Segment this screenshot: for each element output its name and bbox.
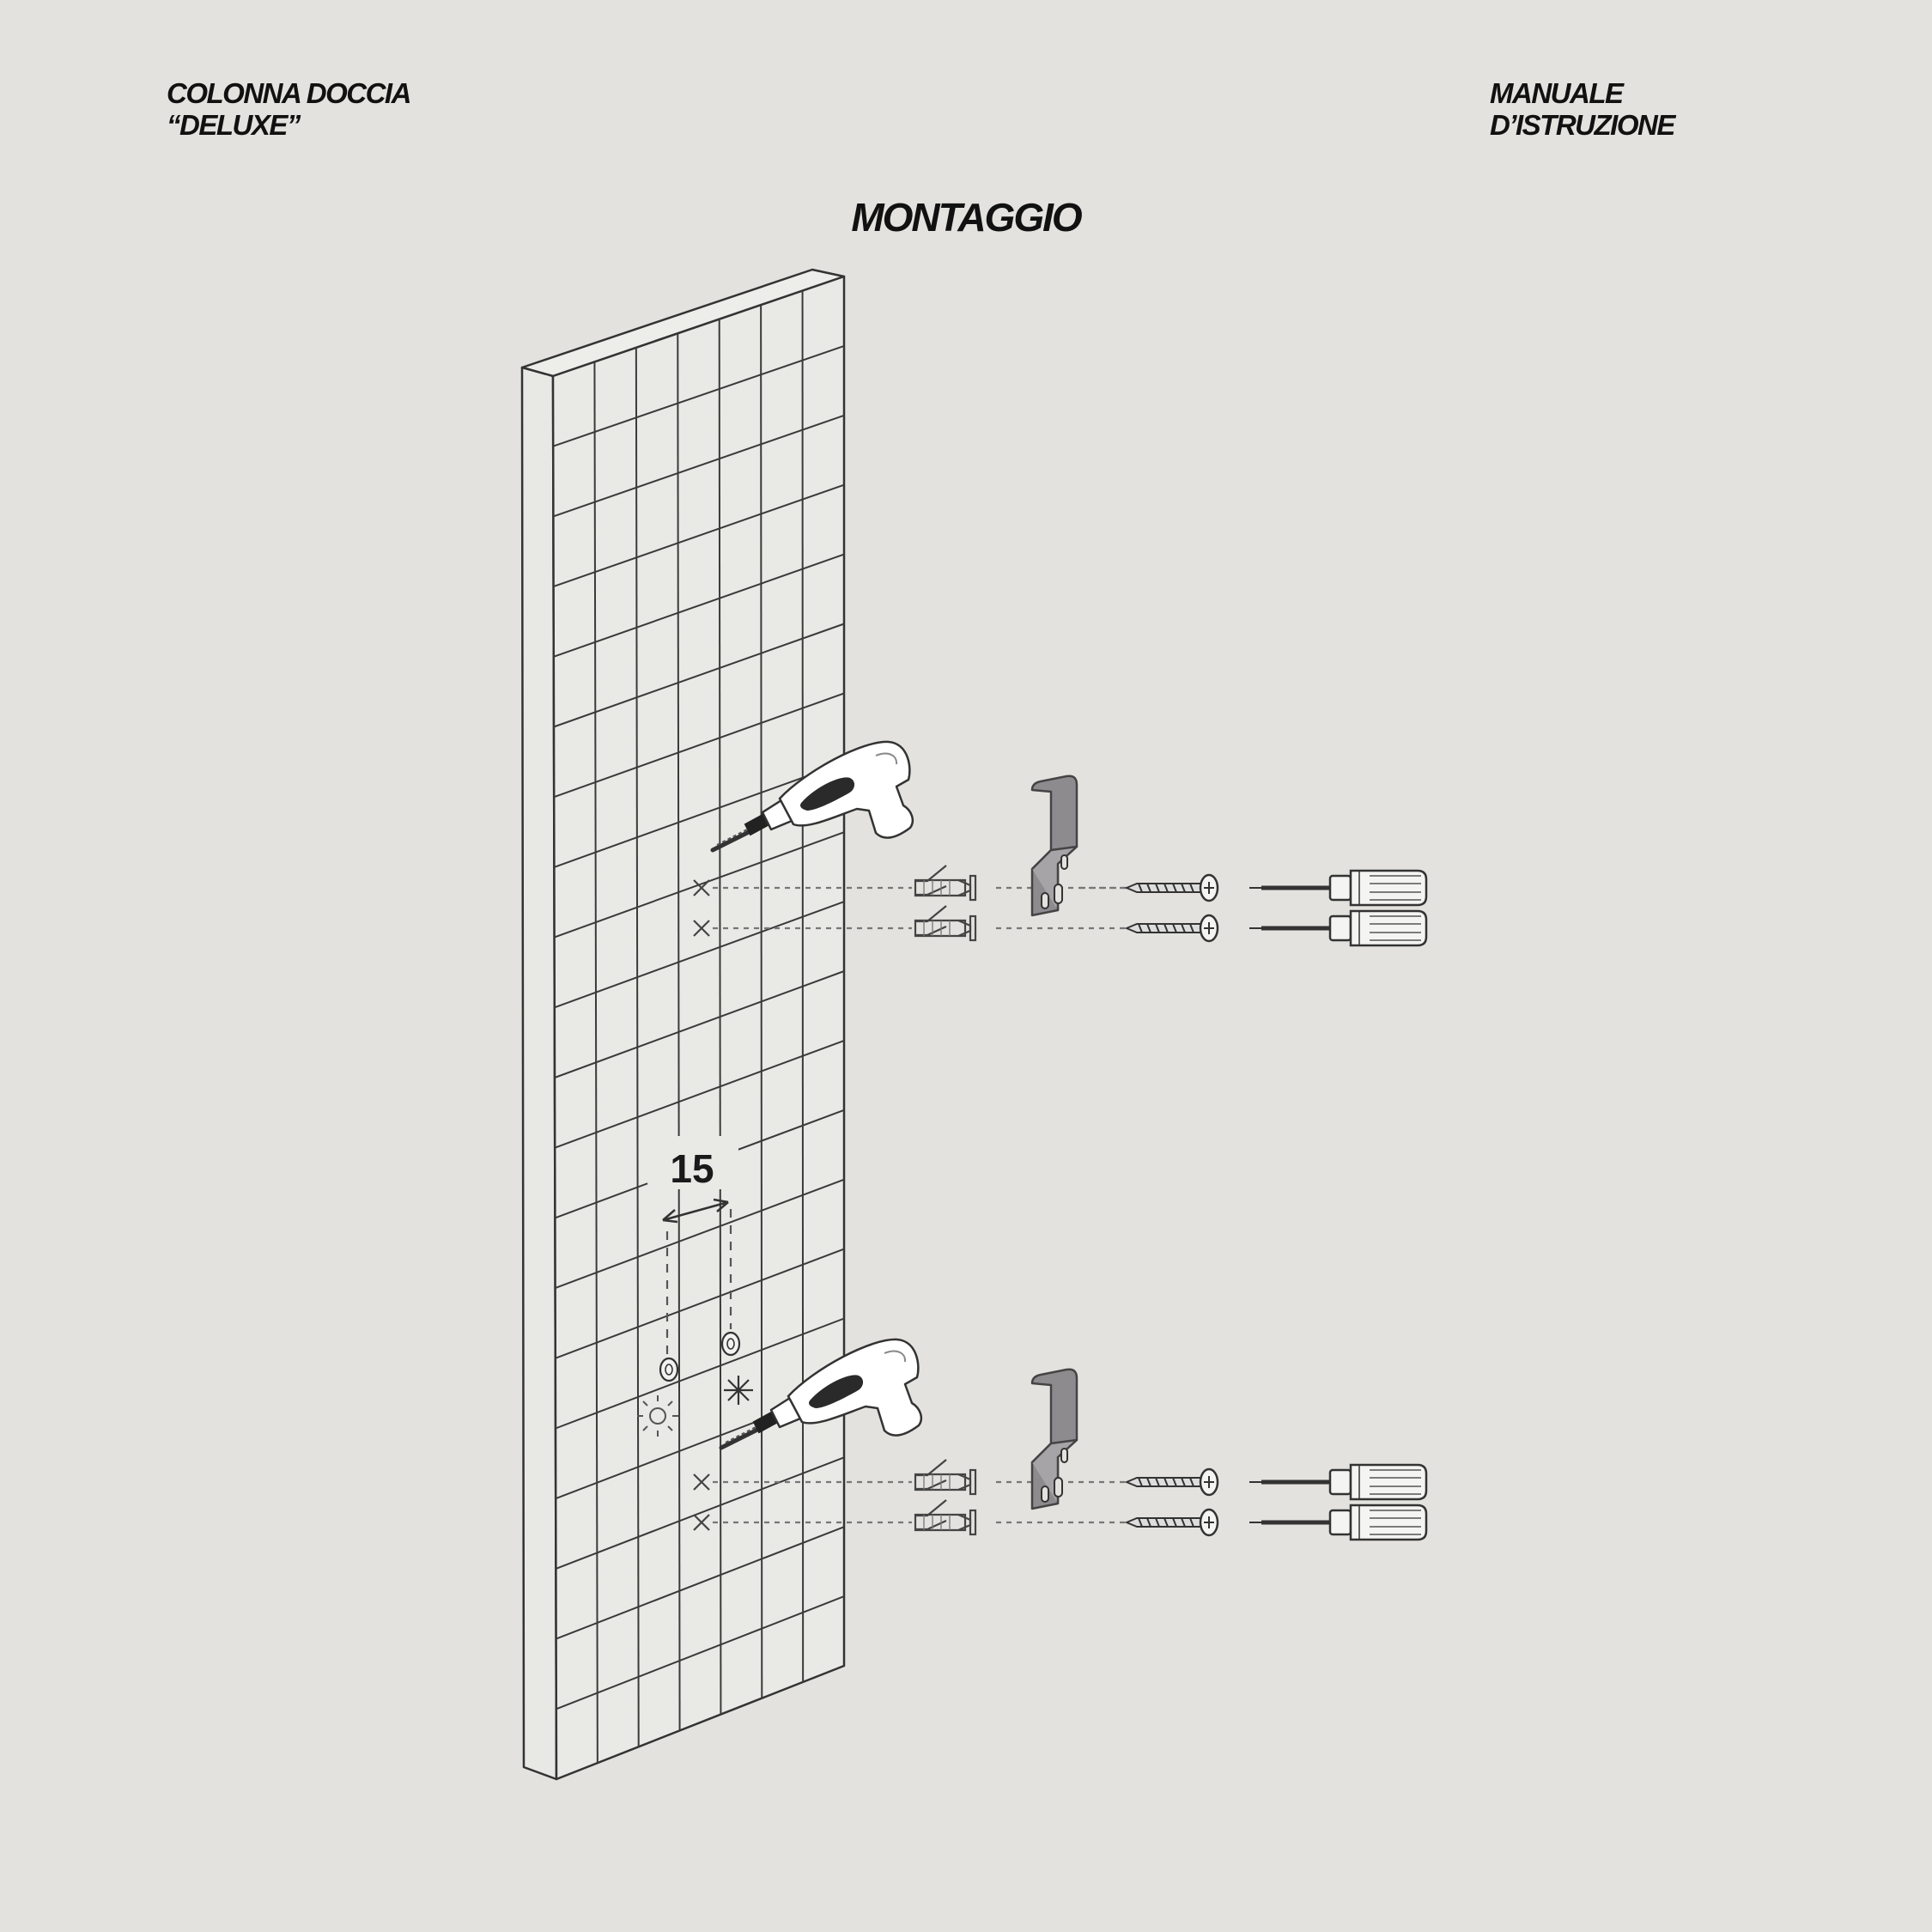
document-type-line2: D’ISTRUZIONE: [1490, 109, 1674, 141]
page-title: MONTAGGIO: [851, 195, 1081, 240]
document-type-line1: MANUALE: [1490, 77, 1623, 109]
wall-side-edge: [522, 368, 556, 1779]
product-name-line2: “DELUXE”: [167, 109, 300, 141]
screw-icon: [1127, 875, 1218, 1535]
dimension-value: 15: [670, 1146, 714, 1191]
screwdriver-icon: [1249, 871, 1426, 1540]
wall-plug-icon: [915, 866, 975, 1534]
snowflake-icon: [724, 1376, 753, 1405]
product-name-line1: COLONNA DOCCIA: [167, 77, 410, 109]
water-outlet-cold: [722, 1333, 739, 1355]
mounting-bracket-icon: [1032, 776, 1077, 1509]
tiled-wall: [522, 270, 844, 1779]
water-outlet-hot: [660, 1358, 677, 1381]
